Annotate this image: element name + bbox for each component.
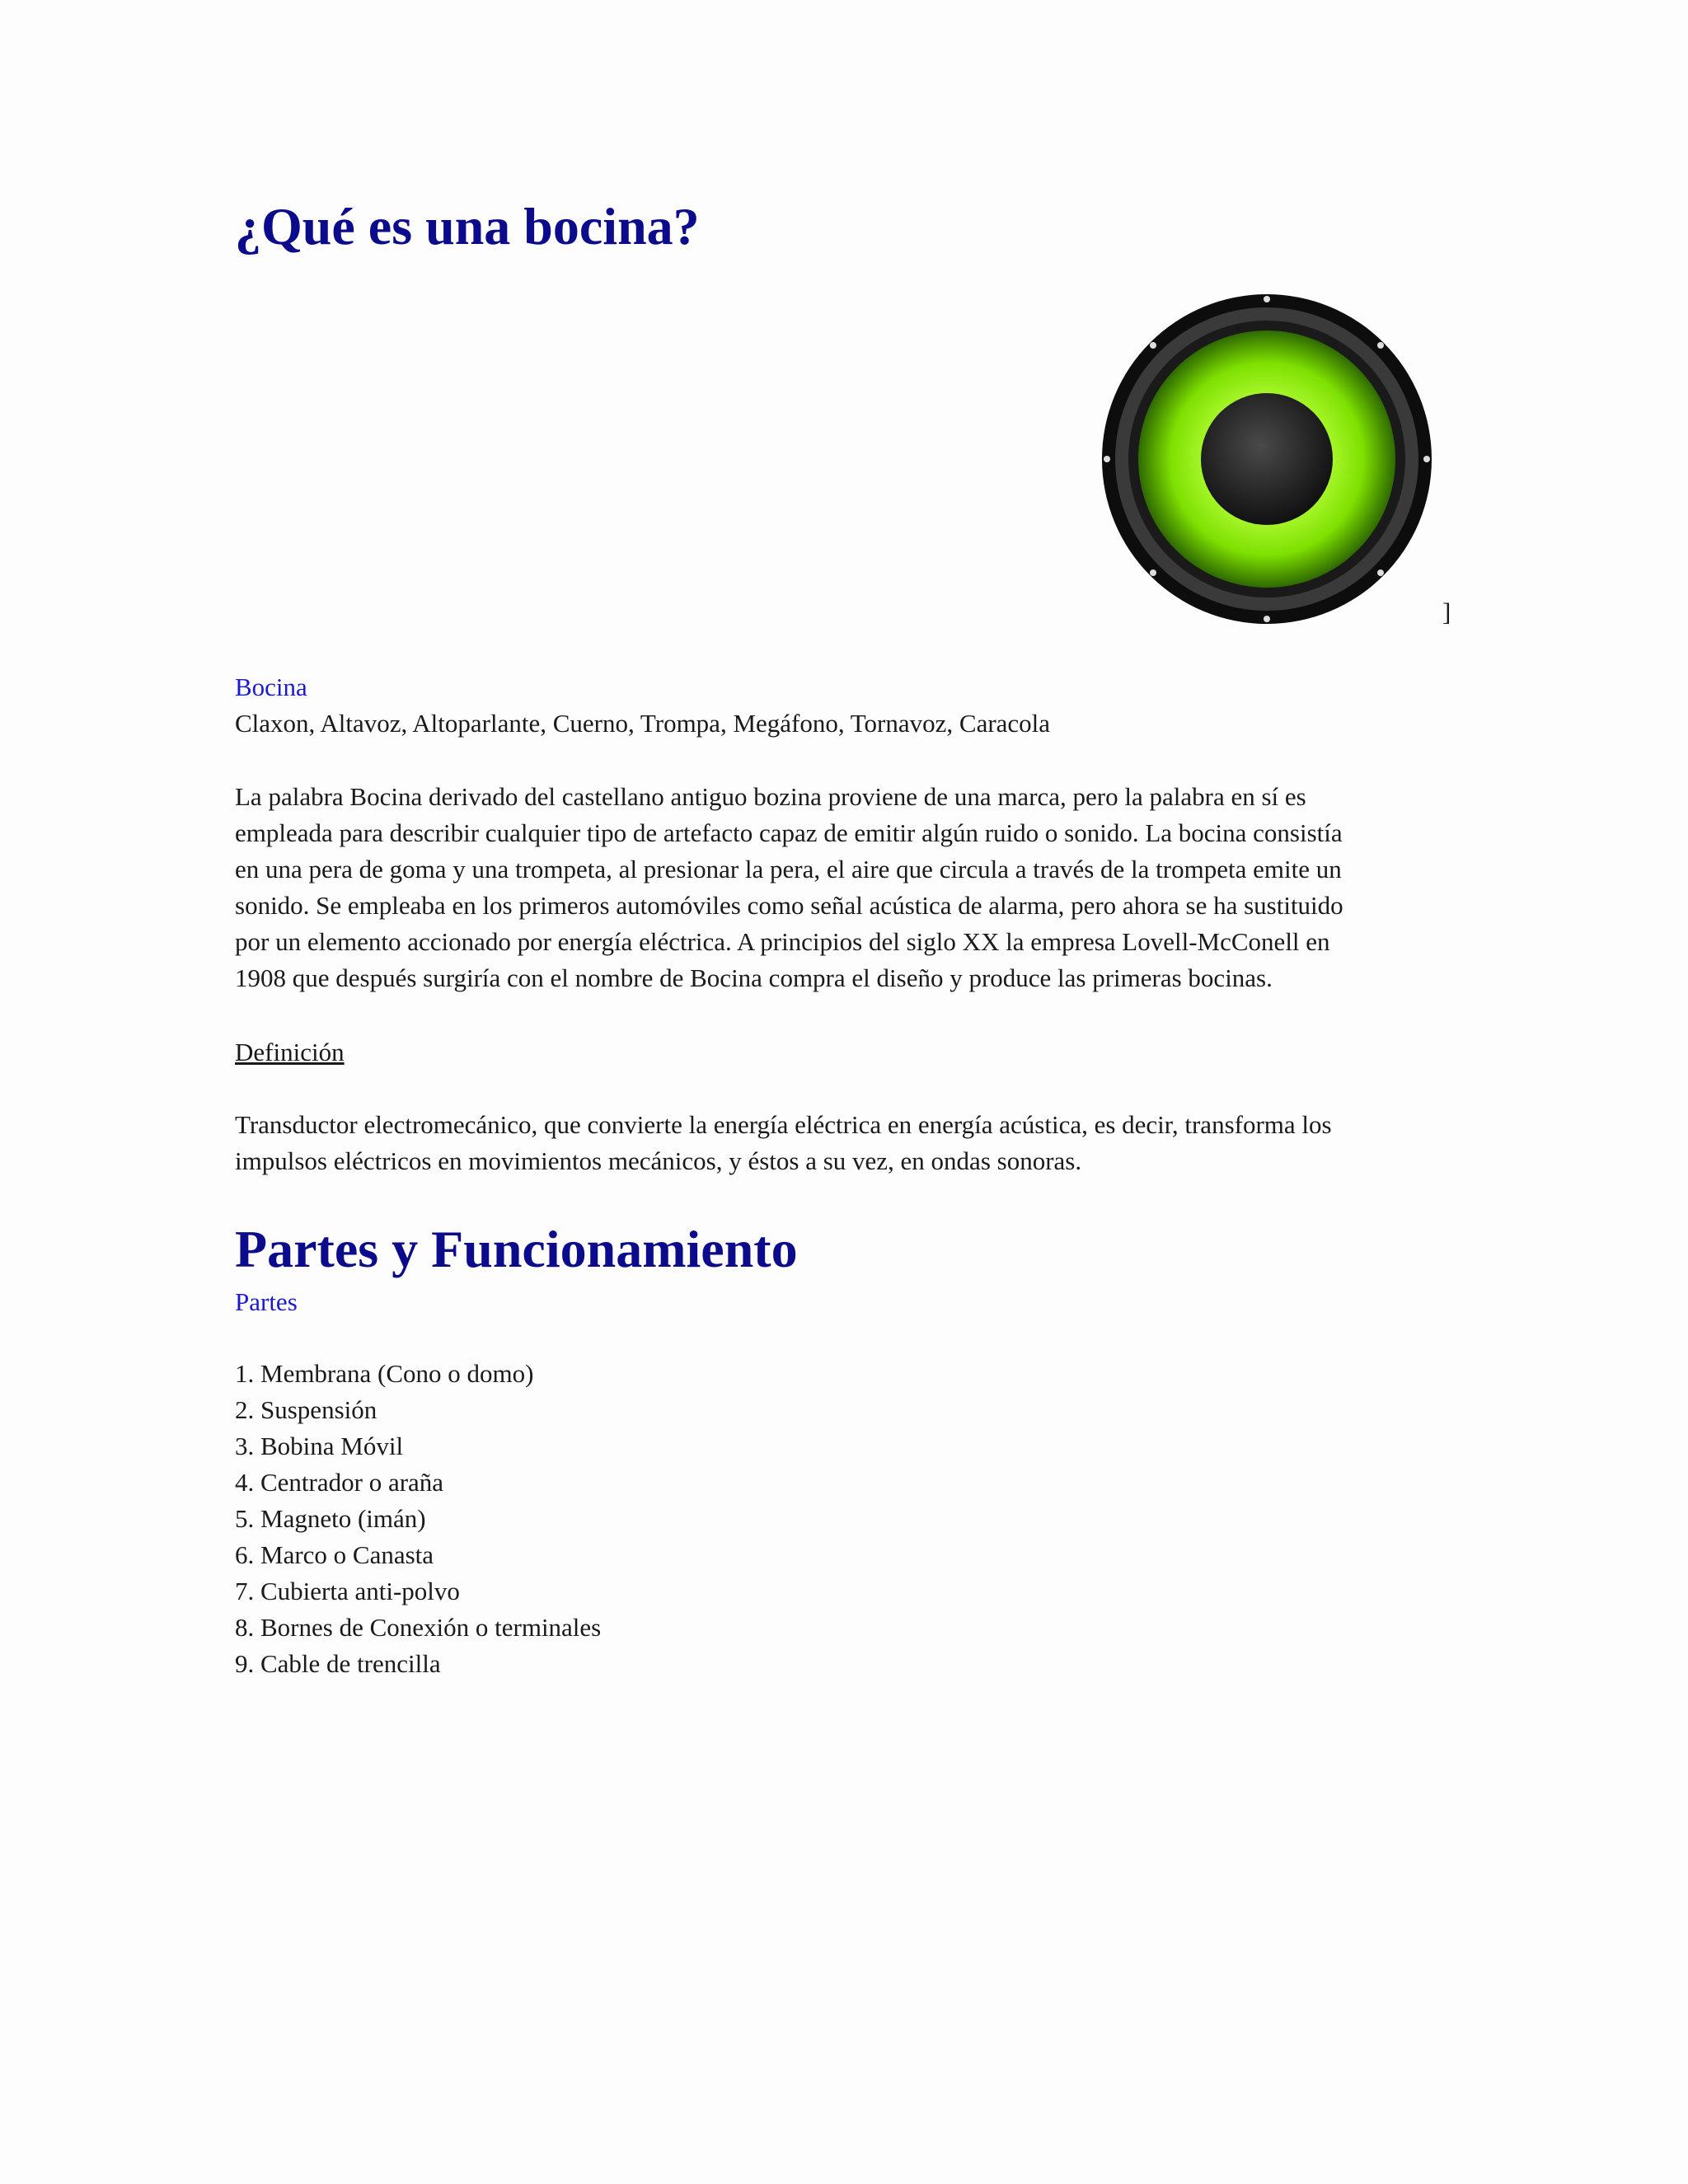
history-line: empleada para describir cualquier tipo de artefacto capaz de emitir algún ruido o sonido. La bocina consistía: [235, 818, 1343, 847]
speaker-image: [1100, 293, 1433, 626]
parts-list: [235, 1356, 601, 1682]
history-line: por un elemento accionado por energía eléctrica. A principios del siglo XX la empresa Lovell-McConell en: [235, 927, 1330, 956]
list-item: 6. Marco o Canasta: [235, 1540, 434, 1569]
section-title: Partes y Funcionamiento: [235, 1220, 798, 1278]
definition-line: impulsos eléctricos en movimientos mecánicos, y éstos a su vez, en ondas sonoras.: [235, 1146, 1082, 1175]
page-title: ¿Qué es una bocina?: [235, 197, 700, 255]
definition-line: Transductor electromecánico, que convierte la energía eléctrica en energía acústica, es decir, transforma los: [235, 1110, 1332, 1139]
history-line: La palabra Bocina derivado del castellano antiguo bozina proviene de una marca, pero la palabra en sí es: [235, 782, 1306, 811]
image-bracket: ]: [1442, 598, 1451, 626]
list-item: 3. Bobina Móvil: [235, 1432, 404, 1460]
history-line: 1908 que después surgiría con el nombre de Bocina compra el diseño y produce las primeras bocinas.: [235, 963, 1273, 992]
list-item: 2. Suspensión: [235, 1395, 377, 1424]
definition-heading: Definición: [235, 1038, 345, 1066]
list-item: 1. Membrana (Cono o domo): [235, 1359, 534, 1388]
parts-label: Partes: [235, 1287, 298, 1316]
list-item: 8. Bornes de Conexión o terminales: [235, 1613, 602, 1642]
list-item: 9. Cable de trencilla: [235, 1649, 441, 1678]
list-item: 7. Cubierta anti-polvo: [235, 1577, 460, 1605]
definition-paragraph: [235, 1107, 1442, 1179]
history-line: en una pera de goma y una trompeta, al presionar la pera, el aire que circula a través de la trompeta emite un: [235, 855, 1342, 883]
bocina-label: Bocina: [235, 673, 307, 701]
list-item: 5. Magneto (imán): [235, 1504, 426, 1533]
synonyms-text: Claxon, Altavoz, Altoparlante, Cuerno, Trompa, Megáfono, Tornavoz, Caracola: [235, 709, 1051, 738]
history-paragraph: [235, 779, 1442, 996]
history-line: sonido. Se empleaba en los primeros automóviles como señal acústica de alarma, pero ahora se ha sustituido: [235, 891, 1343, 920]
list-item: 4. Centrador o araña: [235, 1468, 444, 1497]
